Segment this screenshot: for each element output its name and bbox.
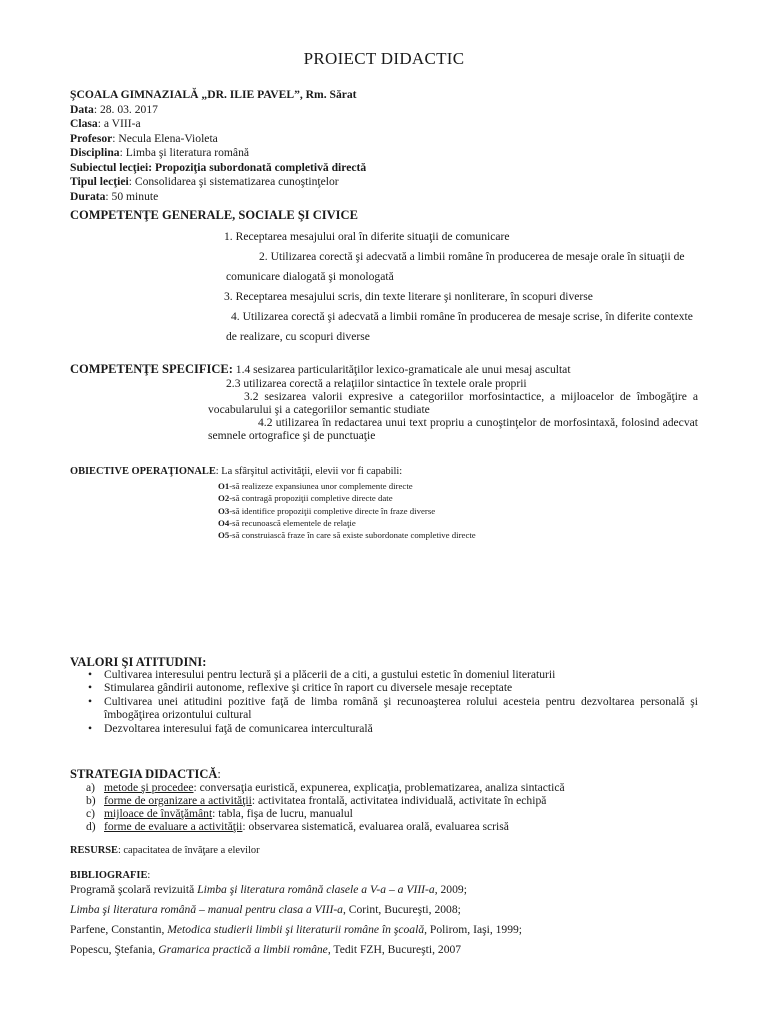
objective-o5: O5-să construiască fraze în care să existe subordonate completive directe [218, 530, 476, 540]
operational-objectives-heading: OBIECTIVE OPERAŢIONALE: La sfârşitul activităţii, elevii vor fi capabili: [70, 466, 403, 477]
specific-competence-4-2: 4.2 utilizarea în redactarea unui text propriu a cunoştinţelor de morfosintaxă, folosind adecvat semnele ortografice şi de punctuaţie [208, 416, 698, 442]
header-row-class: Clasa: a VIII-a [70, 117, 141, 130]
values-heading: VALORI ŞI ATITUDINI: [70, 655, 207, 669]
specific-competences-heading: COMPETENŢE SPECIFICE: 1.4 sesizarea particularităţilor lexico-gramaticale ale unui mesaj ascultat [70, 362, 571, 376]
general-competences-heading: COMPETENŢE GENERALE, SOCIALE ŞI CIVICE [70, 208, 358, 222]
general-competence-1: 1. Receptarea mesajului oral în diferite situaţii de comunicare [224, 230, 510, 243]
header-row-teacher: Profesor: Necula Elena-Violeta [70, 131, 218, 145]
header-row-duration: Durata: 50 minute [70, 189, 159, 203]
school-name: ŞCOALA GIMNAZIALĂ „DR. ILIE PAVEL”, Rm. Sărat [70, 88, 357, 101]
list-item: • Stimularea gândirii autonome, reflexive şi critice în raport cu diversele mesaje receptate [88, 681, 513, 695]
list-item: • Cultivarea unei atitudini pozitive faţă de limba română şi recunoaşterea rolului acesteia pentru dezvoltarea personală şi îmbogăţirea orizontului cultural [88, 694, 698, 722]
lesson-header [70, 88, 366, 204]
bibliography-entry-4: Popescu, Ştefania, Gramarica practică a limbii române, Tedit FZH, Bucureşti, 2007 [70, 943, 462, 956]
header-row-discipline: Disciplina: Limba şi literatura română [70, 146, 250, 159]
header-row-date: Data: 28. 03. 2017 [70, 102, 158, 116]
header-row-subject: Subiectul lecţiei: Propoziţia subordonată completivă directă [70, 160, 367, 174]
resources-line: RESURSE: capacitatea de învăţare a elevilor [70, 845, 260, 856]
bibliography-entry-2: Limba şi literatura română – manual pentru clasa a VIII-a, Corint, Bucureşti, 2008; [70, 903, 461, 916]
objective-o3: O3-să identifice propoziţii completive directe în fraze diverse [218, 506, 436, 516]
document-title: PROIECT DIDACTIC [303, 49, 465, 68]
values-list [70, 668, 698, 735]
general-competence-2: 2. Utilizarea corectă şi adecvată a limbii române în producerea de mesaje orale în situaţii de [259, 250, 685, 263]
bibliography-entry-1: Programă şcolară revizuită Limba şi literatura română clasele a V-a – a VIII-a, 2009; [70, 883, 467, 896]
general-competence-2-cont: comunicare dialogată şi monologată [226, 270, 394, 283]
general-competence-4-cont: de realizare, cu scopuri diverse [226, 330, 370, 343]
specific-competence-2-3: 2.3 utilizarea corectă a relaţiilor sintactice în textele orale proprii [226, 377, 527, 390]
list-item: • Dezvoltarea interesului faţă de comunicarea interculturală [88, 721, 373, 735]
strategy-item-a: a) metode şi procedee: conversaţia euristică, expunerea, explicaţia, problematizarea, analiza sintactică [86, 781, 565, 794]
bibliography-heading: BIBLIOGRAFIE: [70, 870, 151, 881]
strategy-heading: STRATEGIA DIDACTICĂ: [70, 767, 221, 781]
general-competence-3: 3. Receptarea mesajului scris, din texte literare şi nonliterare, în scopuri diverse [224, 290, 593, 303]
objective-o4: O4-să recunoască elementele de relaţie [218, 518, 356, 528]
general-competence-4: 4. Utilizarea corectă şi adecvată a limbii române în producerea de mesaje scrise, în diferite contexte [231, 310, 693, 323]
list-item: • Cultivarea interesului pentru lectură şi a plăcerii de a citi, a gustului estetic în domeniul literaturii [88, 668, 556, 681]
strategy-item-d: d) forme de evaluare a activităţii: observarea sistematică, evaluarea orală, evaluarea scrisă [86, 820, 509, 833]
objective-o1: O1-să realizeze expansiunea unor complemente directe [218, 481, 413, 491]
header-row-lesson-type: Tipul lecţiei: Consolidarea şi sistematizarea cunoştinţelor [70, 175, 339, 188]
bibliography-entry-3: Parfene, Constantin, Metodica studierii limbii şi literaturii române în şcoală, Polirom, Iaşi, 1999; [70, 923, 523, 936]
objective-o2: O2-să contragă propoziţii completive directe date [218, 493, 393, 503]
specific-competence-3-2: 3.2 sesizarea valorii expresive a categoriilor morfosintactice, a mijloacelor de îmbogăţire a vocabularului şi a categoriilor semantic studiate [208, 390, 698, 416]
strategy-item-b: b) forme de organizare a activităţii: activitatea frontală, activitatea individuală, activitate în echipă [86, 794, 547, 807]
strategy-item-c: c) mijloace de învăţământ: tabla, fişa de lucru, manualul [86, 807, 353, 820]
